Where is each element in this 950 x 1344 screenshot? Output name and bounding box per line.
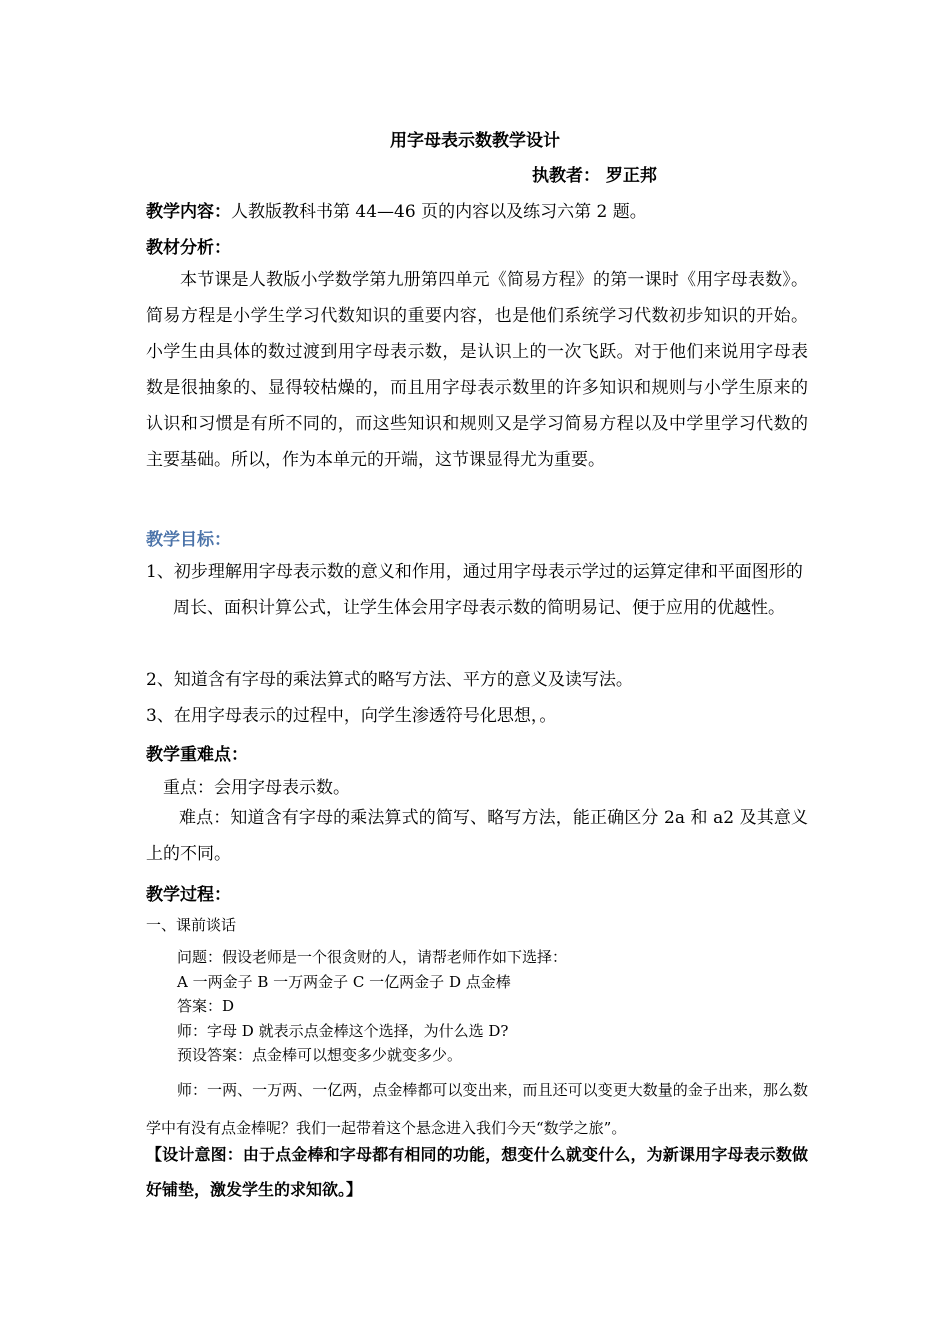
analysis-label: 教材分析： bbox=[146, 238, 231, 258]
process-label: 教学过程： bbox=[146, 885, 231, 905]
dialogue-line: 预设答案：点金棒可以想变多少就变多少。 bbox=[177, 1046, 463, 1064]
difficulty-point: 难点：知道含有字母的乘法算式的简写、略写方法，能正确区分 2a 和 a2 及其意义上的不同。 bbox=[146, 808, 808, 864]
dialogue-line: 答案：D bbox=[177, 997, 235, 1015]
goals-label: 教学目标： bbox=[146, 530, 231, 550]
content-section bbox=[146, 197, 647, 222]
content-text: 人教版教科书第 44—46 页的内容以及练习六第 2 题。 bbox=[231, 202, 647, 222]
dialogue-line: 师：字母 D 就表示点金棒这个选择，为什么选 D? bbox=[177, 1021, 509, 1040]
keypoints-label: 教学重难点： bbox=[146, 745, 248, 765]
closing-paragraph: 师：一两、一万两、一亿两，点金棒都可以变出来，而且还可以变更大数量的金子出来，那么数学中有没有点金棒呢？我们一起带着这个悬念进入我们今天“数学之旅”。 bbox=[146, 1081, 808, 1137]
goal-item-3: 3、在用字母表示的过程中，向学生渗透符号化思想，。 bbox=[146, 706, 557, 726]
dialogue-block bbox=[177, 945, 567, 1068]
design-intent: 【设计意图：由于点金棒和字母都有相同的功能，想变什么就变什么，为新课用字母表示数做好铺垫，激发学生的求知欲。】 bbox=[146, 1145, 808, 1199]
goal-item-1: 1、初步理解用字母表示数的意义和作用，通过用字母表示学过的运算定律和平面图形的周长、面积计算公式，让学生体会用字母表示数的简明易记、便于应用的优越性。 bbox=[146, 562, 803, 618]
goal-item-2: 2、知道含有字母的乘法算式的略写方法、平方的意义及读写法。 bbox=[146, 670, 633, 690]
analysis-paragraph: 本节课是人教版小学数学第九册第四单元《简易方程》的第一课时《用字母表数》。简易方程是小学生学习代数知识的重要内容，也是他们系统学习代数初步知识的开始。小学生由具体的数过渡到用字母表示数，是认识上的一次飞跃。对于他们来说用字母表数是很抽象的、显得较枯燥的，而且用字母表示数里的许多知识和规则与小学生原来的认识和习惯是有所不同的，而这些知识和规则又是学习简易方程以及中学里学习代数的主要基础。所以，作为本单元的开端，这节课显得尤为重要。 bbox=[146, 270, 808, 470]
dialogue-line: A 一两金子 B 一万两金子 C 一亿两金子 D 点金棒 bbox=[177, 972, 511, 991]
section-heading: 一、课前谈话 bbox=[146, 916, 237, 934]
document-title: 用字母表示数教学设计 bbox=[390, 131, 560, 151]
dialogue-line: 问题：假设老师是一个很贪财的人，请帮老师作如下选择： bbox=[177, 948, 568, 966]
key-point: 重点：会用字母表示数。 bbox=[163, 778, 350, 798]
content-label: 教学内容： bbox=[146, 202, 231, 222]
author-line: 执教者： 罗正邦 bbox=[532, 166, 657, 186]
